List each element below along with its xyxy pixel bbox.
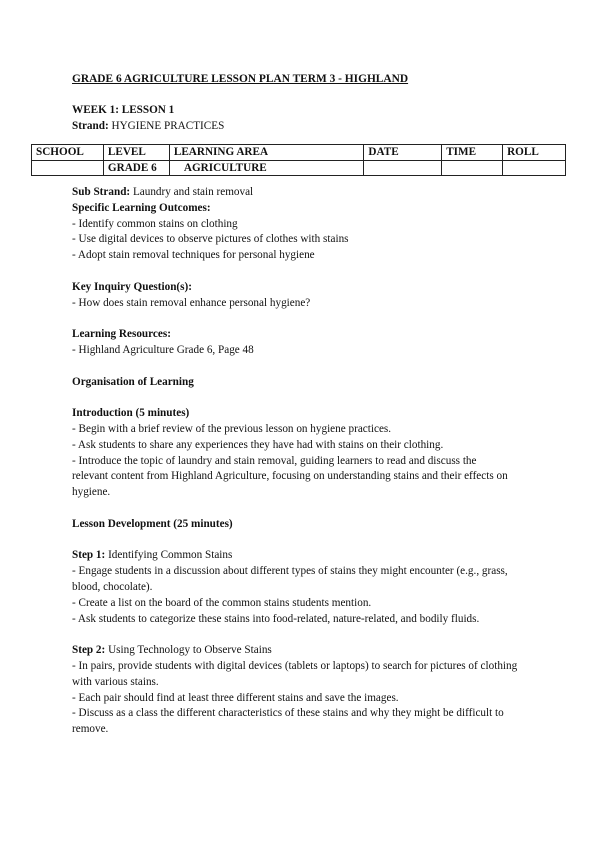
header-learning-area: LEARNING AREA: [169, 145, 364, 161]
strand-value: HYGIENE PRACTICES: [111, 119, 225, 132]
list-item: - Identify common stains on clothing: [72, 217, 238, 230]
table-header-row: [32, 145, 566, 161]
header-roll: ROLL: [503, 145, 566, 161]
lesson-content: [72, 185, 532, 738]
resources-heading: Learning Resources:: [72, 328, 171, 341]
list-item: - Adopt stain removal techniques for personal hygiene: [72, 249, 315, 262]
step1-label: Step 1:: [72, 549, 106, 562]
list-item: - Use digital devices to observe pictures of clothes with stains: [72, 233, 349, 246]
strand-line: [72, 119, 224, 135]
outcomes-heading: Specific Learning Outcomes:: [72, 201, 211, 214]
sub-strand-line: [72, 185, 532, 201]
step1-title: Identifying Common Stains: [108, 549, 233, 562]
step1-line: [72, 548, 532, 564]
list-item: - Ask students to categorize these stains into food-related, nature-related, and bodily fluids.: [72, 612, 480, 625]
list-item: - How does stain removal enhance personal hygiene?: [72, 296, 311, 309]
table-row: [32, 161, 566, 176]
header-level: LEVEL: [103, 145, 169, 161]
cell-roll: [503, 161, 566, 176]
list-item: - Create a list on the board of the common stains students mention.: [72, 596, 372, 609]
step2-label: Step 2:: [72, 644, 106, 657]
sub-strand-value: Laundry and stain removal: [132, 186, 254, 198]
sub-strand-label: Sub Strand:: [72, 186, 131, 198]
list-item: - Discuss as a class the different characteristics of these stains and why they might be difficult to remove.: [72, 707, 504, 736]
organisation-heading: Organisation of Learning: [72, 375, 194, 388]
cell-date: [364, 161, 442, 176]
step2-line: [72, 643, 532, 659]
week-block: [72, 103, 224, 135]
list-item: - Each pair should find at least three different stains and save the images.: [72, 691, 399, 704]
list-item: - Begin with a brief review of the previous lesson on hygiene practices.: [72, 422, 392, 435]
header-school: SCHOOL: [32, 145, 104, 161]
step2-title: Using Technology to Observe Stains: [108, 644, 272, 657]
cell-learning-area: AGRICULTURE: [169, 161, 364, 176]
document-title: GRADE 6 AGRICULTURE LESSON PLAN TERM 3 - HIGHLAND: [72, 73, 409, 85]
list-item: - In pairs, provide students with digital devices (tablets or laptops) to search for pictures of clothing with various stains.: [72, 659, 518, 688]
week-lesson: WEEK 1: LESSON 1: [72, 104, 175, 116]
list-item: - Ask students to share any experiences they have had with stains on their clothing.: [72, 438, 444, 451]
cell-time: [442, 161, 503, 176]
strand-label: Strand:: [72, 119, 109, 132]
list-item: - Highland Agriculture Grade 6, Page 48: [72, 343, 254, 356]
header-date: DATE: [364, 145, 442, 161]
introduction-heading: Introduction (5 minutes): [72, 407, 190, 420]
inquiry-heading: Key Inquiry Question(s):: [72, 280, 192, 293]
development-heading: Lesson Development (25 minutes): [72, 517, 233, 530]
header-time: TIME: [442, 145, 503, 161]
lesson-info-table: [31, 144, 566, 176]
cell-level: GRADE 6: [103, 161, 169, 176]
list-item: - Engage students in a discussion about different types of stains they might encounter (e.g., grass, blood, chocolate).: [72, 565, 508, 593]
list-item: - Introduce the topic of laundry and stain removal, guiding learners to read and discuss the relevant content from Highland Agriculture, focusing on understanding stains and their effects on hygiene.: [72, 454, 508, 499]
cell-school: [32, 161, 104, 176]
